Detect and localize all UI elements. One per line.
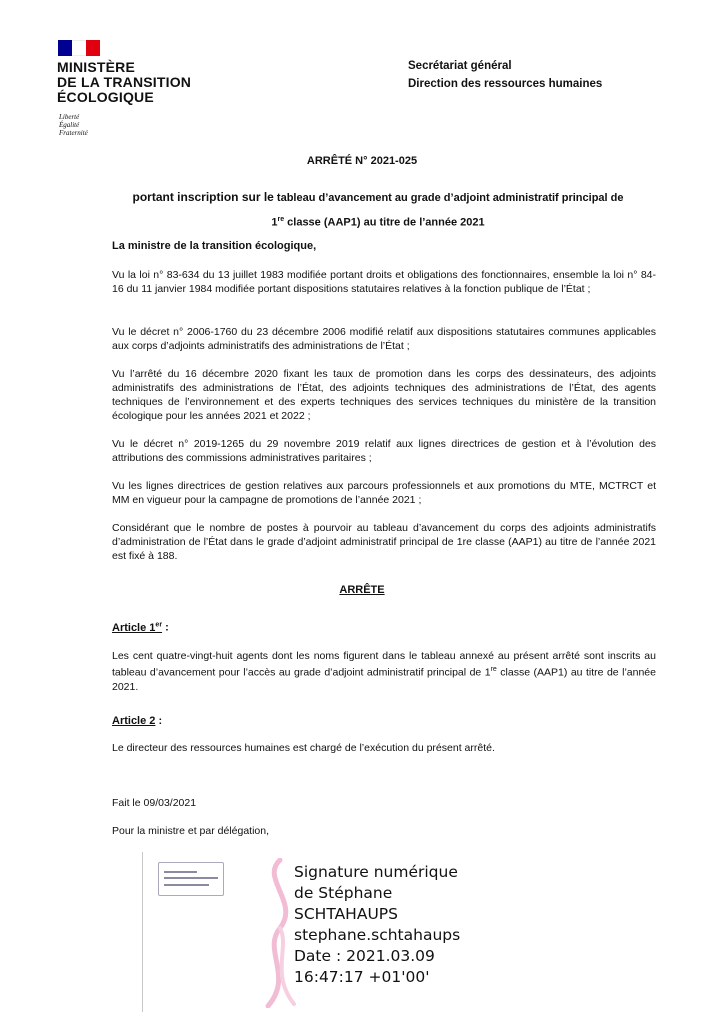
- visa-arrete-16-decembre-2020: Vu l’arrêté du 16 décembre 2020 fixant les taux de promotion dans les corps des dessinateurs, des adjoints administratifs des administrations de l’État, des adjoints techniques des administrations de l’État, des agents techniques de l’environnement et des experts techniques des services techniques du ministère de la transition écologique pour les années 2021 et 2022 ;: [112, 368, 656, 422]
- signature-line-6: 16:47:17 +01'00': [294, 968, 430, 986]
- ministry-line-1: MINISTÈRE: [57, 59, 136, 75]
- flag-white-stripe: [72, 40, 86, 56]
- signature-line-1: Signature numérique: [294, 863, 458, 881]
- republic-motto: [59, 113, 88, 137]
- signature-line-3: SCHTAHAUPS: [294, 905, 398, 923]
- object-rest: tableau d’avancement au grade d’adjoint administratif principal de: [273, 192, 624, 204]
- article-2-body: Le directeur des ressources humaines est chargé de l’exécution du présent arrêté.: [112, 742, 495, 754]
- article-2-title: [112, 715, 162, 727]
- object-line-2: [60, 209, 696, 234]
- object-line2-rest: classe (AAP1) au titre de l’année 2021: [284, 216, 485, 229]
- signature-line-5: Date : 2021.03.09: [294, 947, 435, 965]
- delegation-line: Pour la ministre et par délégation,: [112, 825, 270, 837]
- service-line-2: Direction des ressources humaines: [408, 78, 603, 90]
- signature-divider: [142, 852, 143, 1012]
- motto-liberte: Liberté: [59, 113, 80, 121]
- minister-intro: La ministre de la transition écologique,: [112, 240, 317, 252]
- visa-loi-83-634: Vu la loi n° 83-634 du 13 juillet 1983 modifiée portant droits et obligations des fonctionnaires, ensemble la loi n° 84-16 du 11 janvier 1984 modifiée portant dispositions statutaires relatives à la fonction publique de l’État ;: [112, 269, 656, 295]
- done-at-date: Fait le 09/03/2021: [112, 797, 197, 809]
- article-2-label: Article 2: [112, 715, 156, 727]
- object-start: portant inscription sur le: [132, 190, 274, 204]
- visa-decret-2019-1265: Vu le décret n° 2019-1265 du 29 novembre 2019 relatif aux lignes directrices de gestion et à l’évolution des attributions des commissions administratives paritaires ;: [112, 438, 656, 464]
- decision-heading: ARRÊTE: [339, 584, 385, 596]
- object-line-1: [60, 186, 696, 209]
- issuing-service: [408, 57, 602, 93]
- digital-signature-text: [294, 862, 460, 988]
- article-1-label: [112, 622, 162, 634]
- signature-line-4: stephane.schtahaups: [294, 926, 461, 944]
- service-line-1: Secrétariat général: [408, 60, 512, 72]
- article-1-body-b: classe (AAP1) au titre de l’année 2021.: [112, 666, 656, 693]
- flag-blue-stripe: [58, 40, 72, 56]
- motto-fraternite: Fraternité: [59, 129, 88, 137]
- flag-red-stripe: [86, 40, 100, 56]
- decree-number: ARRÊTÉ N° 2021-025: [306, 155, 418, 167]
- decree-object: [60, 186, 696, 234]
- article-1-sup: er: [155, 621, 163, 628]
- republique-francaise-flag-logo: [58, 40, 100, 56]
- considerant-paragraph: Considérant que le nombre de postes à pourvoir au tableau d’avancement du corps des adjoints administratifs d’administration de l’État dans le grade d’adjoint administratif principal de 1re classe (AAP1) au titre de l’année 2021 est fixé à 188.: [112, 522, 656, 562]
- object-grade-sup: re: [277, 216, 285, 223]
- signature-stamp-image: [158, 862, 224, 896]
- article-1-body: [112, 649, 656, 694]
- article-1-text: Article 1: [112, 621, 156, 634]
- motto-egalite: Égalité: [59, 121, 80, 129]
- article-1-body-a: Les cent quatre-vingt-huit agents dont les noms figurent dans le tableau annexé au présent arrêté sont inscrits au tableau d’avancement pour l’accès au grade d’adjoint administratif principal de 1: [112, 650, 656, 679]
- ministry-line-3: ÉCOLOGIQUE: [57, 89, 154, 105]
- object-grade-number: 1: [271, 216, 278, 229]
- ministry-line-2: DE LA TRANSITION: [57, 74, 192, 90]
- article-2-colon: :: [155, 715, 163, 727]
- ministry-name: [57, 60, 191, 105]
- visa-lignes-directrices: Vu les lignes directrices de gestion relatives aux parcours professionnels et aux promotions du MTE, MCTRCT et MM en vigueur pour la campagne de promotions de l’année 2021 ;: [112, 480, 656, 506]
- signature-line-2: de Stéphane: [294, 884, 393, 902]
- article-1-colon: :: [162, 621, 169, 634]
- article-1-body-sup: re: [490, 666, 497, 673]
- visa-decret-2006-1760: Vu le décret n° 2006-1760 du 23 décembre 2006 modifié relatif aux dispositions statutaires communes applicables aux corps d’adjoints administratifs des administrations de l’État ;: [112, 326, 656, 352]
- article-1-title: [112, 621, 169, 634]
